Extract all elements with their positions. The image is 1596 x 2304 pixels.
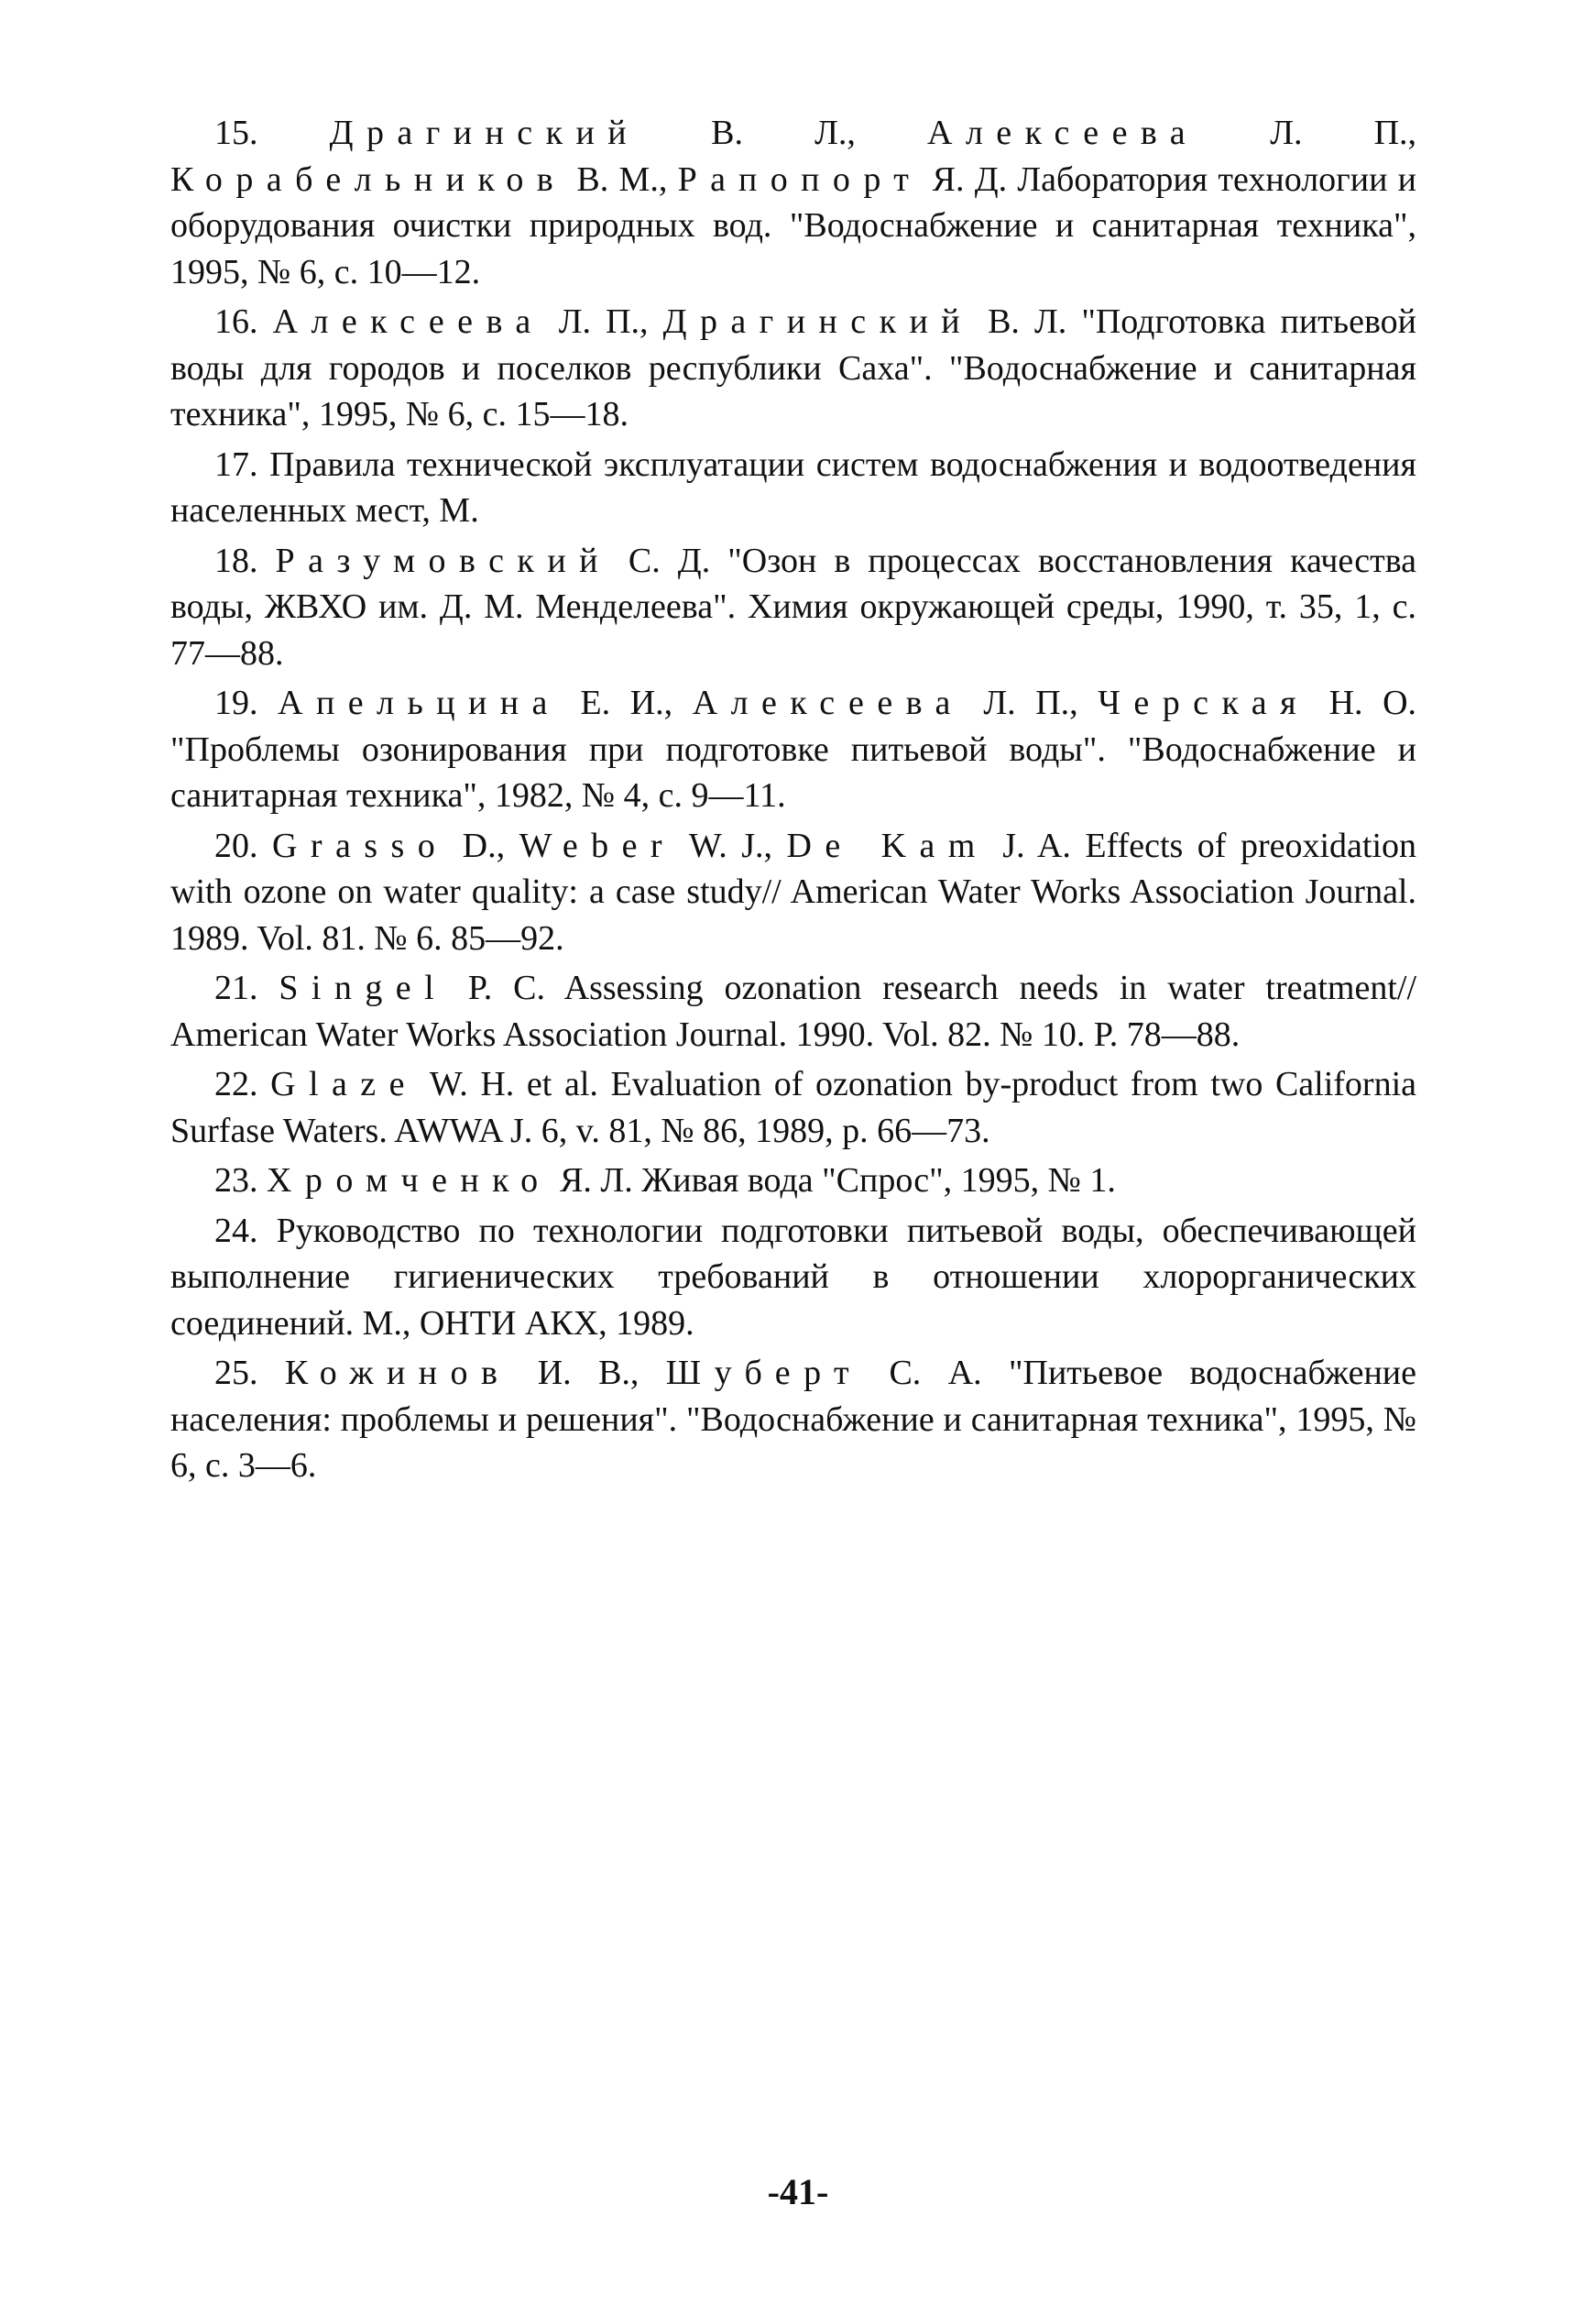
reference-author: De Kam bbox=[786, 826, 989, 865]
reference-text: Правила технической эксплуатации систем водоснабжения и водоотведения населенных мест, М. bbox=[170, 444, 1416, 530]
reference-author: Алексеева bbox=[272, 302, 544, 341]
reference-text: P. C. Assessing ozonation research needs in water treatment// American Water Works Association Journal. 1990. Vol. 82. № 10. P. 78—88. bbox=[170, 969, 1416, 1054]
reference-author: Хромченко bbox=[267, 1161, 552, 1200]
page-number: -41- bbox=[767, 2171, 829, 2212]
reference-text: Л. П., bbox=[963, 684, 1099, 722]
reference-item-23 bbox=[170, 1157, 1416, 1204]
reference-author: Черская bbox=[1098, 684, 1310, 722]
reference-author: Драгинский bbox=[329, 114, 640, 152]
reference-author: Апельцина bbox=[278, 684, 561, 722]
reference-number: 25. bbox=[214, 1354, 258, 1392]
reference-item-16 bbox=[170, 299, 1416, 438]
reference-item-25 bbox=[170, 1350, 1416, 1489]
reference-item-24 bbox=[170, 1208, 1416, 1347]
reference-text: С. А. "Питьевое водоснабжение населения: проблемы и решения". "Водоснабжение и санитарная техника", 1995, № 6, с. 3—6. bbox=[170, 1354, 1416, 1485]
reference-text: И. В., bbox=[510, 1354, 666, 1392]
reference-list bbox=[170, 110, 1416, 1493]
reference-text: Я. Д. Лаборатория технологии и оборудования очистки природных вод. "Водоснабжение и санитарная техника", 1995, № 6, с. 10—12. bbox=[170, 159, 1416, 291]
reference-number: 18. bbox=[214, 541, 258, 580]
reference-text: Я. Л. Живая вода "Спрос", 1995, № 1. bbox=[551, 1161, 1116, 1200]
reference-number: 19. bbox=[214, 684, 258, 722]
reference-author: Singel bbox=[279, 969, 448, 1007]
reference-text: Л. П., bbox=[543, 302, 663, 341]
reference-author: Шуберт bbox=[665, 1354, 863, 1392]
reference-number: 22. bbox=[214, 1065, 258, 1103]
reference-text: Л. П., bbox=[1198, 114, 1417, 152]
reference-text: D., bbox=[448, 826, 519, 865]
reference-author: Алексеева bbox=[926, 114, 1199, 152]
reference-author: Glaze bbox=[270, 1065, 418, 1103]
reference-author: Weber bbox=[519, 826, 676, 865]
reference-item-22 bbox=[170, 1061, 1416, 1154]
reference-number: 21. bbox=[214, 969, 258, 1007]
reference-item-21 bbox=[170, 965, 1416, 1058]
reference-number: 20. bbox=[214, 826, 258, 865]
reference-text: В. Л., bbox=[639, 114, 927, 152]
reference-text: С. Д. "Озон в процессах восстановления качества воды, ЖВХО им. Д. М. Менделеева". Химия окружающей среды, 1990, т. 35, 1, с. 77—88. bbox=[170, 541, 1416, 673]
reference-text: J. A. Effects of preoxidation with ozone on water quality: a case study// American Water Works Association Journal. 1989. Vol. 81. № 6. 85—92. bbox=[170, 826, 1416, 958]
reference-text: W. H. et al. Evaluation of ozonation by-product from two California Surfase Waters. AWWA J. 6, v. 81, № 86, 1989, p. 66—73. bbox=[170, 1065, 1416, 1150]
reference-item-15 bbox=[170, 110, 1416, 295]
reference-number: 15. bbox=[214, 114, 258, 152]
reference-number: 24. bbox=[214, 1211, 258, 1250]
reference-author: Алексеева bbox=[692, 684, 964, 722]
reference-item-19 bbox=[170, 680, 1416, 819]
reference-text: В. М., bbox=[566, 159, 678, 199]
reference-number: 23. bbox=[214, 1161, 258, 1200]
reference-text: Н. О. "Проблемы озонирования при подготовке питьевой воды". "Водоснабжение и санитарная техника", 1982, № 4, с. 9—11. bbox=[170, 684, 1417, 815]
reference-author: Разумовский bbox=[275, 541, 611, 580]
reference-text: Е. И., bbox=[560, 684, 693, 722]
reference-item-20 bbox=[170, 823, 1416, 962]
reference-text: W. J., bbox=[675, 826, 787, 865]
reference-item-18 bbox=[170, 538, 1416, 677]
reference-number: 17. bbox=[214, 444, 258, 484]
reference-text: В. Л. "Подготовка питьевой воды для городов и поселков республики Саха". "Водоснабжение и санитарная техника", 1995, № 6, с. 15—18. bbox=[170, 302, 1417, 433]
reference-author: Кожинов bbox=[284, 1354, 511, 1392]
reference-author: Корабельников bbox=[170, 159, 567, 199]
reference-author: Драгинский bbox=[662, 302, 974, 341]
reference-item-17 bbox=[170, 442, 1416, 534]
reference-author: Grasso bbox=[272, 826, 449, 865]
reference-text: Руководство по технологии подготовки питьевой воды, обеспечивающей выполнение гигиенических требований в отношении хлорорганических соединений. М., ОНТИ АКХ, 1989. bbox=[170, 1211, 1416, 1343]
reference-author: Рапопорт bbox=[677, 159, 923, 199]
reference-number: 16. bbox=[214, 302, 258, 341]
